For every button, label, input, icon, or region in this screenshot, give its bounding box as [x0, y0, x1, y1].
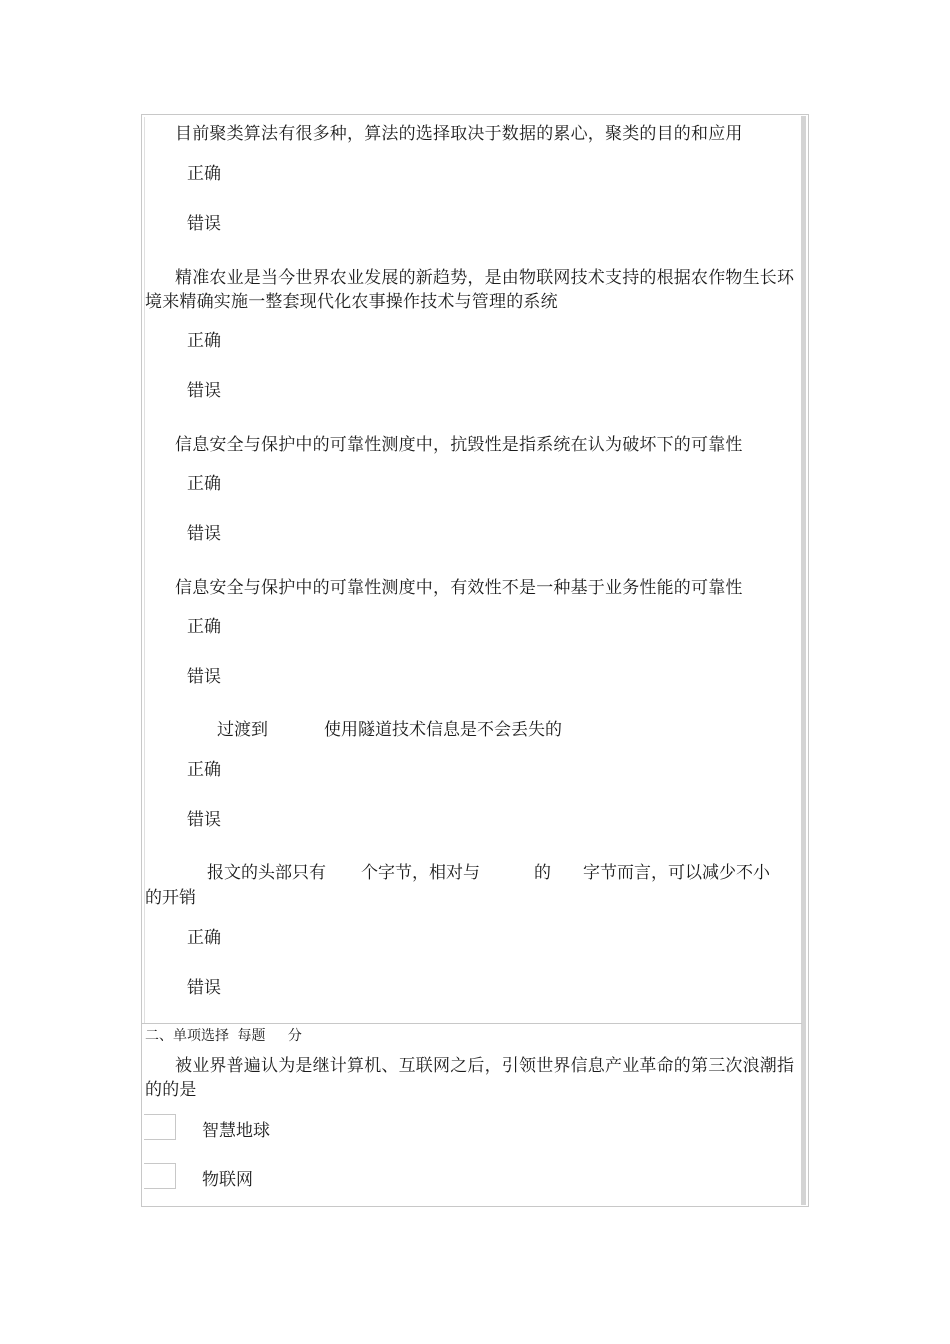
- question-fragment: 报文的头部只有: [207, 863, 326, 883]
- section-title: 二、单项选择: [145, 1028, 229, 1044]
- option-true[interactable]: 正确: [187, 331, 221, 351]
- option-false[interactable]: 错误: [187, 978, 221, 998]
- question-text: 目前聚类算法有很多种，算法的选择取决于数据的累心，聚类的目的和应用: [175, 124, 743, 144]
- section-per-item: 每题: [237, 1028, 266, 1044]
- question-fragment: 个字节，相对与: [361, 863, 480, 883]
- question-fragment: 的开销: [145, 888, 196, 908]
- option-false[interactable]: 错误: [187, 810, 221, 830]
- option-false[interactable]: 错误: [187, 214, 221, 234]
- option-false[interactable]: 错误: [187, 524, 221, 544]
- option-false[interactable]: 错误: [187, 667, 221, 687]
- option-true[interactable]: 正确: [187, 164, 221, 184]
- option-checkbox[interactable]: [144, 1163, 176, 1189]
- option-label[interactable]: 智慧地球: [202, 1121, 270, 1141]
- question-text: 信息安全与保护中的可靠性测度中，有效性不是一种基于业务性能的可靠性: [175, 578, 743, 598]
- question-text: 精准农业是当今世界农业发展的新趋势，是由物联网技术支持的根据农作物生长环境来精确实施一整套现代化农事操作技术与管理的系统: [145, 268, 795, 312]
- option-true[interactable]: 正确: [187, 617, 221, 637]
- question-fragment: 使用隧道技术信息是不会丢失的: [324, 720, 562, 740]
- question-fragment: 过渡到: [217, 720, 268, 740]
- section-heading: [145, 1026, 306, 1046]
- question-fragment: 的: [534, 863, 551, 883]
- option-true[interactable]: 正确: [187, 474, 221, 494]
- option-checkbox[interactable]: [144, 1114, 176, 1140]
- section-unit: 分: [287, 1028, 302, 1044]
- question-text: 信息安全与保护中的可靠性测度中，抗毁性是指系统在认为破坏下的可靠性: [175, 435, 743, 455]
- scrollbar-track[interactable]: [801, 116, 806, 1205]
- question-text: 被业界普遍认为是继计算机、互联网之后，引领世界信息产业革命的第三次浪潮指的的是: [145, 1056, 795, 1100]
- question-fragment: 字节而言，可以减少不小: [583, 863, 770, 883]
- option-true[interactable]: 正确: [187, 760, 221, 780]
- option-true[interactable]: 正确: [187, 928, 221, 948]
- option-label[interactable]: 物联网: [202, 1170, 253, 1190]
- section-divider: [142, 1023, 802, 1024]
- option-false[interactable]: 错误: [187, 381, 221, 401]
